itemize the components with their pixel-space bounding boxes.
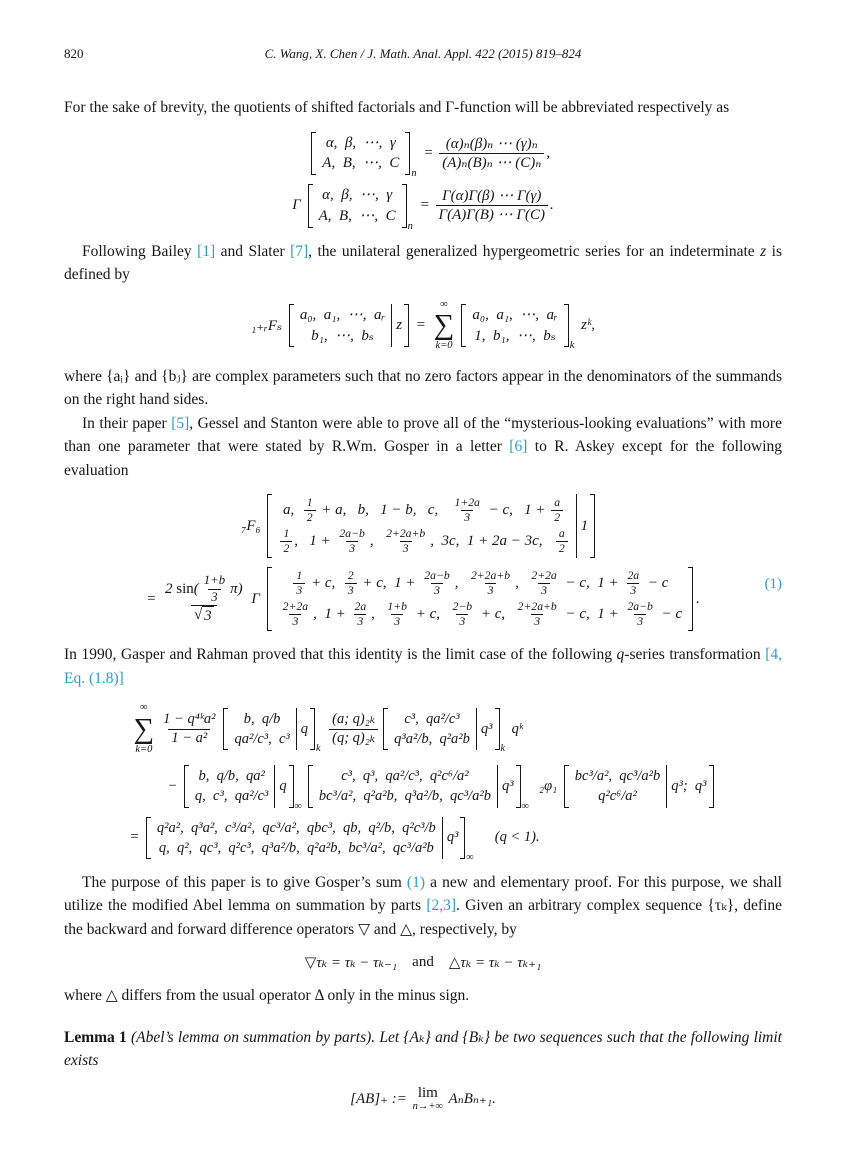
paragraph-text: For the sake of brevity, the quotients of shifted factorials and Γ-function will be abbreviated respectively as — [64, 99, 730, 116]
equation-1-block — [64, 494, 782, 631]
paragraph-text: , the unilateral generalized hypergeometric series for an indeterminate — [308, 242, 761, 260]
equation-q-series-product: = q²a², q³a², c³/a², qc³/a², qbc³, qb, q²/b, q²c³/b q, q², qc³, q²c³, q³a²/b, q²a²b, bc³/a², qc³/a²b q³ ∞ (q < 1). — [129, 817, 539, 859]
lemma-1 — [64, 1026, 782, 1073]
equation-abbreviation-block — [64, 132, 782, 232]
equation-gosper-gamma-side: = 2 sin ( 1+b 3 π) √ 3 Γ 1 3 + c, 2 3 + c, 1 + $\frac{2a-b}{3}$ , 2+2a+b 3 , 2+2a 3 − c, 1 + $\frac{2a}{3}$ − c 2+2a 3 , 1 + $\frac{2a}{3}$ , 1+b 3 + c, 2−b 3 + c, 2+2a+b 3 − c, 1 + $\frac{2a-b}{3}$ − c . — [146, 567, 700, 631]
running-head: C. Wang, X. Chen / J. Math. Anal. Appl. 422 (2015) 819–824 — [264, 46, 582, 61]
paragraph-purpose — [64, 871, 782, 942]
citation-gessel-stanton-5[interactable]: [5] — [171, 414, 190, 432]
equation-number-1[interactable]: (1) — [764, 576, 782, 593]
equation-gamma-quotient: Γ α, β, ⋯, γ A, B, ⋯, C n = $\frac{\Gamma(\alpha)\Gamma(\beta) \cdots \Gamma(\gamma)}{\Gamma(A)\Gamma(B) \cdots \Gamma(C)}$ . — [292, 184, 553, 228]
lemma-statement: (Abel’s lemma on summation by parts). Let {Aₖ} and {Bₖ} be two sequences such that the following limit exists — [64, 1028, 782, 1070]
equation-shifted-factorial-quotient: α, β, ⋯, γ A, B, ⋯, C n = $\frac{\text{(α)ₙ(β)ₙ ⋯ (γ)ₙ}}{\text{(A)ₙ(B)ₙ ⋯ (C)ₙ}}$ , — [308, 132, 550, 176]
paragraph-text: The purpose of this paper is to give Gosper’s sum — [82, 873, 407, 891]
paragraph-text: , Gessel and Stanton were able to prove all of the “mysterious-looking evaluations” with more than one parameter that were stated by R.Wm. Gosper in a letter — [64, 414, 782, 455]
paragraph-gessel-stanton — [64, 412, 782, 483]
equation-q-series-minus-term: − b, q/b, qa² q, c³, qa²/c³ q ∞ c³, q³, qa²/c³, q²c⁶/a² bc³/a², q²a²b, q³a²/b, qc³/a²b q³ ∞ ₂φ₁ bc³/a², qc³/a²b q²c⁶/a² q³; q³ — [167, 765, 716, 807]
math-var-z: z — [760, 242, 767, 260]
lemma-label: Lemma 1 — [64, 1028, 127, 1046]
equation-limit-block — [64, 1085, 782, 1113]
paragraph-text: In 1990, Gasper and Rahman proved that this identity is the limit case of the following — [64, 646, 617, 664]
paragraph-text: Following Bailey — [82, 242, 198, 260]
citation-bailey-1[interactable]: [1] — [197, 242, 216, 260]
equation-hypergeometric-definition-block — [64, 299, 782, 353]
citation-gosper-letter-6[interactable]: [6] — [509, 438, 528, 455]
equation-q-series-sum: ∞ ∑ k=0 1 − q⁴ᵏa² 1 − a² b, q/b qa²/c³, c³ q k (a; q)₂ₖ (q; q)₂ₖ c³, qa²/c³ q³a²/b, q²a²b q³ k qᵏ — [133, 702, 523, 755]
paragraph-gasper-rahman — [64, 643, 782, 690]
paragraph-text: and Slater — [215, 242, 291, 260]
paragraph-text: -series transformation — [624, 646, 766, 664]
citation-slater-7[interactable]: [7] — [290, 242, 309, 260]
equation-difference-operators-block — [64, 953, 782, 972]
equation-hypergeometric-definition: ₁₊ᵣFₛ a₀, a₁, ⋯, aᵣ b₁, ⋯, bₛ z = ∞ ∑ k=0 a₀, a₁, ⋯, aᵣ 1, b₁, ⋯, bₛ k zᵏ, — [251, 298, 595, 352]
link-equation-1[interactable]: (1) — [406, 873, 425, 891]
equation-limit-definition: [AB]₊ := lim n→+∞ AₙBₙ₊₁. — [350, 1084, 496, 1113]
citation-2-3[interactable]: [2,3] — [426, 897, 457, 915]
paragraph-hypergeometric-intro — [64, 240, 782, 287]
citation-4-eq-1-8[interactable]: [4, Eq. (1.8)] — [64, 646, 782, 687]
paragraph-text: where △ differs from the usual operator Δ only in the minus sign. — [64, 987, 470, 1005]
paragraph-parameters — [64, 365, 782, 412]
equation-q-series-block — [64, 702, 782, 863]
paragraph-text: to R. Askey except for the following evaluation — [64, 438, 783, 479]
paragraph-text: where {aᵢ} and {bⱼ} are complex parameters such that no zero factors appear in the denominators of the summands on the right hand sides. — [64, 367, 782, 408]
paragraph-text: a new and elementary proof. For this purpose, we shall utilize the modified Abel lemma on summation by parts — [64, 873, 782, 915]
math-var-q: q — [616, 646, 625, 664]
paragraph-text: In their paper — [82, 414, 172, 432]
paragraph-brevity — [64, 96, 782, 120]
equation-difference-operators: ▽τₖ = τₖ − τₖ₋₁ and △τₖ = τₖ − τₖ₊₁ — [304, 954, 542, 972]
page-header — [64, 46, 782, 62]
paragraph-text: . Given an arbitrary complex sequence {τₖ}, define the backward and forward difference operators ▽ and △, respectively, by — [64, 897, 783, 938]
paragraph-operator-remark — [64, 984, 782, 1008]
page-number: 820 — [64, 46, 84, 61]
equation-gosper-7F6: ₇F₆ a, 1 2 + a, b, 1 − b, c, 1+2a 3 − c, 1 + $\frac{a}{2}$ 1 2 , 1 + $\frac{2a-b}{3}$ , 2+2a+b 3 , 3c, 1 + 2a − 3c, a 2 1 — [241, 494, 598, 558]
paragraph-text: is defined by — [64, 242, 782, 283]
